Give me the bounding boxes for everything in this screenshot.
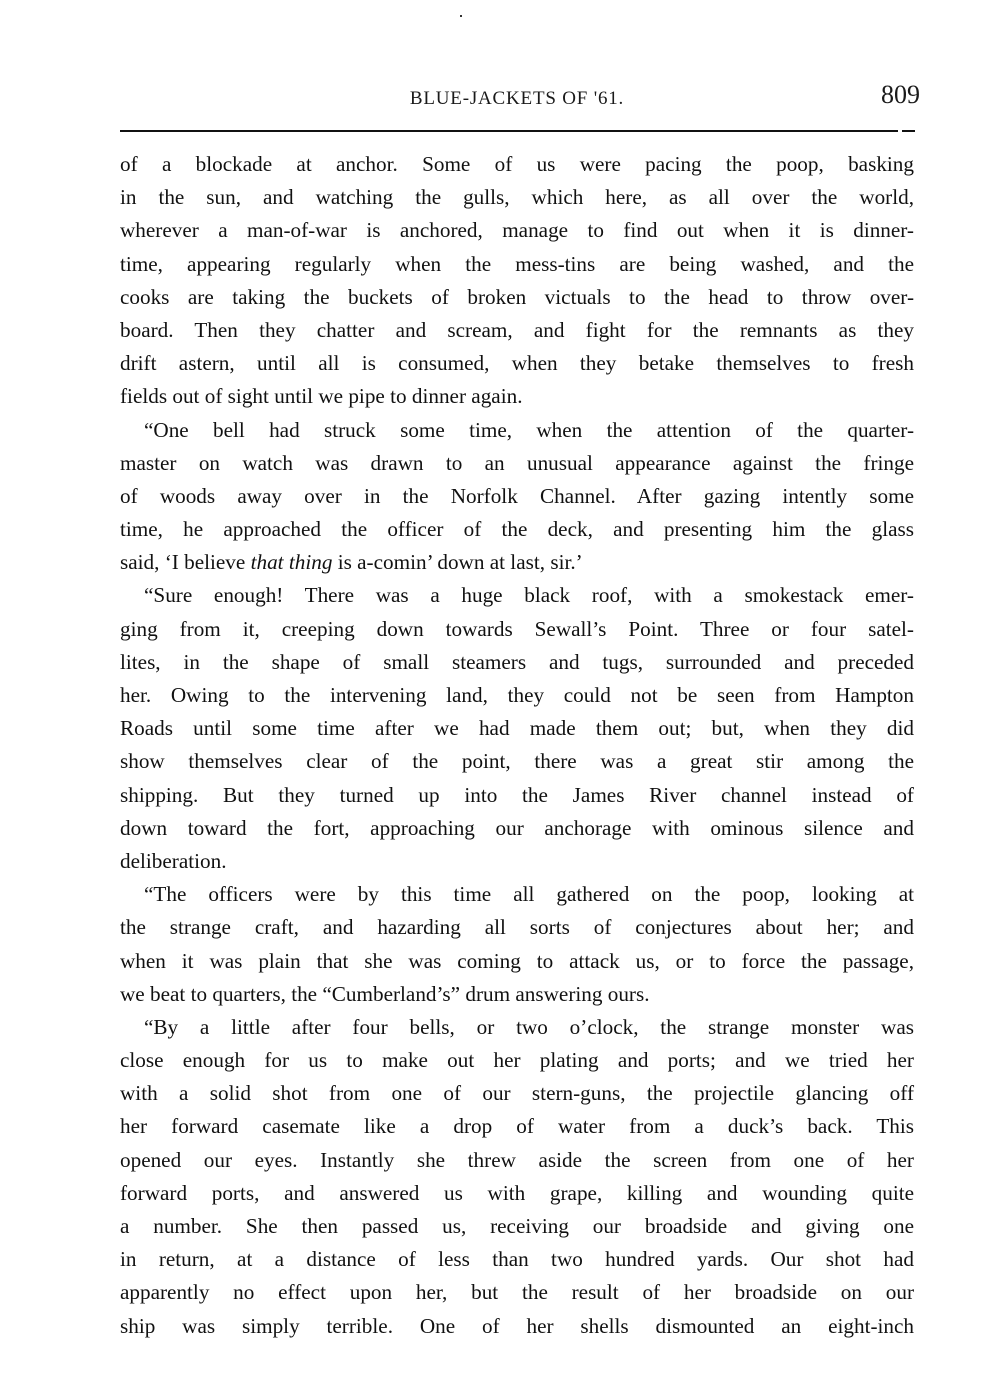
- text-line: show themselves clear of the point, there was a great stir among the: [120, 749, 914, 774]
- text-line: opened our eyes. Instantly she threw aside the screen from one of her: [120, 1147, 914, 1172]
- text-line: a number. She then passed us, receiving our broadside and giving one: [120, 1214, 914, 1238]
- text-line: when it was plain that she was coming to attack us, or to force the passage,: [120, 948, 914, 973]
- text-line: board. Then they chatter and scream, and fight for the remnants as they: [120, 317, 914, 342]
- scan-speck: [460, 15, 462, 17]
- paragraph-4: [120, 878, 914, 1011]
- paragraph-3: [120, 579, 914, 878]
- text-line: Roads until some time after we had made them out; but, when they did: [120, 716, 914, 741]
- text-line: shipping. But they turned up into the James River channel instead of: [120, 782, 914, 807]
- text-line: master on watch was drawn to an unusual appearance against the fringe: [120, 450, 914, 475]
- text-line: of woods away over in the Norfolk Channel. After gazing intently some: [120, 483, 914, 508]
- text-line: the strange craft, and hazarding all sorts of conjectures about her; and: [120, 915, 914, 940]
- text-line: cooks are taking the buckets of broken victuals to the head to throw over-: [120, 284, 914, 309]
- text-line: ging from it, creeping down towards Sewall’s Point. Three or four satel-: [120, 616, 914, 641]
- text-line: with a solid shot from one of our stern-guns, the projectile glancing off: [120, 1081, 914, 1106]
- text-line: drift astern, until all is consumed, when they betake themselves to fresh: [120, 351, 914, 376]
- text-line: her forward casemate like a drop of water from a duck’s back. This: [120, 1114, 914, 1139]
- header-rule: [120, 130, 898, 132]
- italic-emphasis: that thing: [250, 550, 333, 575]
- text-line: deliberation.: [120, 848, 227, 873]
- text-line: time, he approached the officer of the deck, and presenting him the glass: [120, 517, 914, 542]
- text-line: her. Owing to the intervening land, they could not be seen from Hampton: [120, 683, 914, 707]
- text-line: fields out of sight until we pipe to dinner again.: [120, 384, 523, 409]
- body-text: [120, 148, 914, 1343]
- text-line: time, appearing regularly when the mess-tins are being washed, and the: [120, 251, 914, 276]
- text-line: ship was simply terrible. One of her shells dismounted an eight-inch: [120, 1313, 914, 1338]
- text-line: lites, in the shape of small steamers and tugs, surrounded and preceded: [120, 649, 914, 674]
- text-line: of a blockade at anchor. Some of us were pacing the poop, basking: [120, 152, 914, 176]
- text-line: down toward the fort, approaching our anchorage with ominous silence and: [120, 815, 914, 840]
- text-line: forward ports, and answered us with grape, killing and wounding quite: [120, 1180, 914, 1205]
- text-line: wherever a man-of-war is anchored, manage to find out when it is dinner-: [120, 218, 914, 243]
- text-line: in return, at a distance of less than two hundred yards. Our shot had: [120, 1247, 914, 1272]
- running-head: [120, 80, 920, 120]
- text-line: apparently no effect upon her, but the result of her broadside on our: [120, 1280, 914, 1305]
- text-line: “The officers were by this time all gathered on the poop, looking at: [144, 882, 914, 907]
- text-line: “Sure enough! There was a huge black roof, with a smokestack emer-: [144, 583, 914, 608]
- paragraph-1: [120, 148, 914, 414]
- text-line: we beat to quarters, the “Cumberland’s” drum answering ours.: [120, 981, 650, 1006]
- paragraph-2: [120, 414, 914, 580]
- page-number: 809: [881, 80, 920, 109]
- paragraph-5: [120, 1011, 914, 1343]
- text-line: in the sun, and watching the gulls, which here, as all over the world,: [120, 185, 914, 210]
- text-run: is a-comin’ down at last, sir.’: [332, 550, 583, 575]
- text-line: “One bell had struck some time, when the attention of the quarter-: [144, 417, 914, 442]
- text-run: said, ‘I believe: [120, 550, 251, 575]
- text-line: “By a little after four bells, or two o’clock, the strange monster was: [144, 1014, 914, 1039]
- text-line: close enough for us to make out her plating and ports; and we tried her: [120, 1048, 914, 1073]
- header-rule-tail: [902, 130, 915, 132]
- text-line: [120, 546, 914, 579]
- running-title: BLUE-JACKETS OF '61.: [409, 88, 625, 109]
